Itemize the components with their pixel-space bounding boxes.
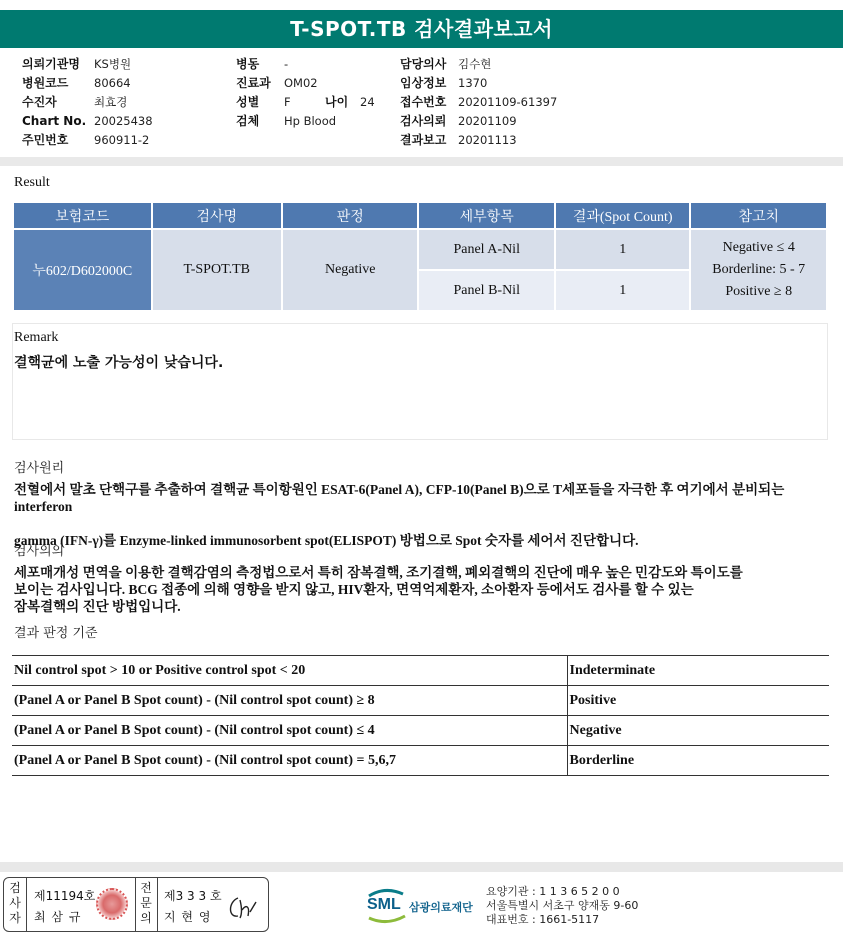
- info-key: Chart No.: [22, 114, 87, 128]
- info-value: KS병원: [94, 57, 132, 71]
- judgement: Negative: [283, 230, 418, 310]
- specialist-number: 제3 3 3 호: [164, 889, 222, 903]
- label-char: 문: [140, 896, 152, 910]
- tester-number: 제11194호: [34, 889, 96, 903]
- table-row: [12, 716, 829, 746]
- tester-label: [8, 881, 22, 926]
- info-column-3: [400, 55, 557, 150]
- column-header: 참고치: [691, 203, 826, 228]
- info-key: 주민번호: [22, 133, 69, 147]
- info-value: 80664: [94, 76, 131, 90]
- info-value: 20025438: [94, 114, 153, 128]
- column-header: 보험코드: [14, 203, 151, 228]
- signature-icon: [226, 892, 262, 922]
- test-name: T-SPOT.TB: [153, 230, 281, 310]
- remark-text: 결핵균에 노출 가능성이 낮습니다.: [14, 355, 224, 371]
- spot-count: 1: [556, 271, 689, 310]
- info-value: 20201109-61397: [458, 95, 558, 109]
- label-char: 전: [140, 881, 152, 895]
- label-char: 자: [9, 911, 21, 925]
- result-label: Result: [14, 175, 50, 190]
- criteria-condition: Nil control spot > 10 or Positive control spot < 20: [12, 656, 567, 686]
- criteria-result: Borderline: [567, 746, 829, 776]
- info-key: 담당의사: [400, 57, 447, 71]
- info-value: 24: [360, 95, 375, 109]
- info-key: 병원코드: [22, 76, 69, 90]
- signature-box: [3, 877, 269, 932]
- info-value: 20201113: [458, 133, 517, 147]
- remark-box: [12, 323, 828, 440]
- specialist-label: [139, 881, 153, 926]
- insurance-code: 누602/D602000C: [14, 230, 151, 310]
- info-key: 나이: [325, 95, 349, 109]
- info-key: 병동: [236, 57, 260, 71]
- column-header: 검사명: [153, 203, 281, 228]
- principle-label: 검사원리: [14, 461, 65, 476]
- org-name: 삼광의료재단: [409, 901, 473, 914]
- principle-line: 전혈에서 말초 단핵구를 추출하여 결핵균 특이항원인 ESAT-6(Panel A), CFP-10(Panel B)으로 T세포들을 자극한 후 여기에서 분비되는 interferon: [14, 482, 785, 514]
- column-header: 판정: [283, 203, 418, 228]
- criteria-condition: (Panel A or Panel B Spot count) - (Nil control spot count) ≥ 8: [12, 686, 567, 716]
- info-key: 접수번호: [400, 95, 447, 109]
- remark-label: Remark: [14, 330, 59, 345]
- reference-line: Negative ≤ 4: [722, 240, 795, 255]
- spot-count: 1: [556, 230, 689, 269]
- info-key: 수진자: [22, 95, 57, 109]
- table-header-row: [14, 203, 826, 228]
- info-key: 검체: [236, 114, 260, 128]
- panel-name: Panel B-Nil: [419, 271, 554, 310]
- patient-info: [0, 55, 843, 155]
- tester-name: 최 삼 규: [34, 910, 82, 924]
- info-value: 960911-2: [94, 133, 150, 147]
- table-row: [12, 686, 829, 716]
- info-key: 진료과: [236, 76, 271, 90]
- criteria-table: [12, 655, 829, 776]
- seal-icon: [96, 888, 128, 920]
- table-row: [14, 230, 826, 269]
- criteria-result: Positive: [567, 686, 829, 716]
- principle-line: gamma (IFN-γ)를 Enzyme-linked immunosorbent spot(ELISPOT) 방법으로 Spot 숫자를 세어서 진단합니다.: [14, 533, 639, 548]
- org-address: [486, 885, 638, 927]
- significance-text: [14, 564, 829, 615]
- principle-text: [14, 481, 829, 549]
- info-value: 1370: [458, 76, 488, 90]
- criteria-label: 결과 판정 기준: [14, 626, 98, 641]
- table-row: [12, 746, 829, 776]
- significance-line: 잠복결핵의 진단 방법입니다.: [14, 599, 181, 614]
- info-key: 성별: [236, 95, 260, 109]
- info-value: -: [284, 57, 289, 71]
- criteria-condition: (Panel A or Panel B Spot count) - (Nil control spot count) = 5,6,7: [12, 746, 567, 776]
- reference-line: Positive ≥ 8: [725, 284, 793, 299]
- divider: [0, 157, 843, 166]
- info-key: 의뢰기관명: [22, 57, 80, 71]
- info-column-1: [22, 55, 153, 150]
- criteria-result: Indeterminate: [567, 656, 829, 686]
- significance-line: 세포매개성 면역을 이용한 결핵감염의 측정법으로서 특히 잠복결핵, 조기결핵, 폐외결핵의 진단에 매우 높은 민감도와 특이도를: [14, 565, 743, 580]
- info-key: 임상정보: [400, 76, 447, 90]
- significance-line: 보이는 검사입니다. BCG 접종에 의해 영향을 받지 않고, HIV환자, 면역억제환자, 소아환자 등에서도 검사를 할 수 있는: [14, 582, 694, 597]
- label-char: 검: [9, 881, 21, 895]
- significance-label: 검사의의: [14, 544, 65, 559]
- criteria-condition: (Panel A or Panel B Spot count) - (Nil control spot count) ≤ 4: [12, 716, 567, 746]
- column-header: 결과(Spot Count): [556, 203, 689, 228]
- specialist-name: 지 현 영: [164, 910, 212, 924]
- info-key: 결과보고: [400, 133, 447, 147]
- info-value: F: [284, 95, 291, 109]
- info-value: 20201109: [458, 114, 517, 128]
- table-row: [12, 656, 829, 686]
- info-key: 검사의뢰: [400, 114, 447, 128]
- address-line: 대표번호 : 1661-5117: [486, 913, 600, 926]
- column-header: 세부항목: [419, 203, 554, 228]
- criteria-result: Negative: [567, 716, 829, 746]
- footer-divider: [0, 862, 843, 872]
- address-line: 요양기관 : 1 1 3 6 5 2 0 0: [486, 885, 620, 898]
- address-line: 서울특별시 서초구 양재동 9-60: [486, 899, 639, 912]
- panel-name: Panel A-Nil: [419, 230, 554, 269]
- info-value: 최효경: [94, 95, 128, 109]
- info-column-2: [236, 55, 375, 131]
- label-char: 사: [9, 896, 21, 910]
- reference-range: [691, 230, 826, 310]
- label-char: 의: [140, 911, 152, 925]
- reference-line: Borderline: 5 - 7: [712, 262, 806, 277]
- report-title: T-SPOT.TB 검사결과보고서: [0, 10, 843, 48]
- info-value: Hp Blood: [284, 114, 337, 128]
- sml-logo-text: SML: [367, 896, 401, 913]
- info-value: 김수현: [458, 57, 492, 71]
- info-value: OM02: [284, 76, 318, 90]
- result-table: [12, 201, 828, 312]
